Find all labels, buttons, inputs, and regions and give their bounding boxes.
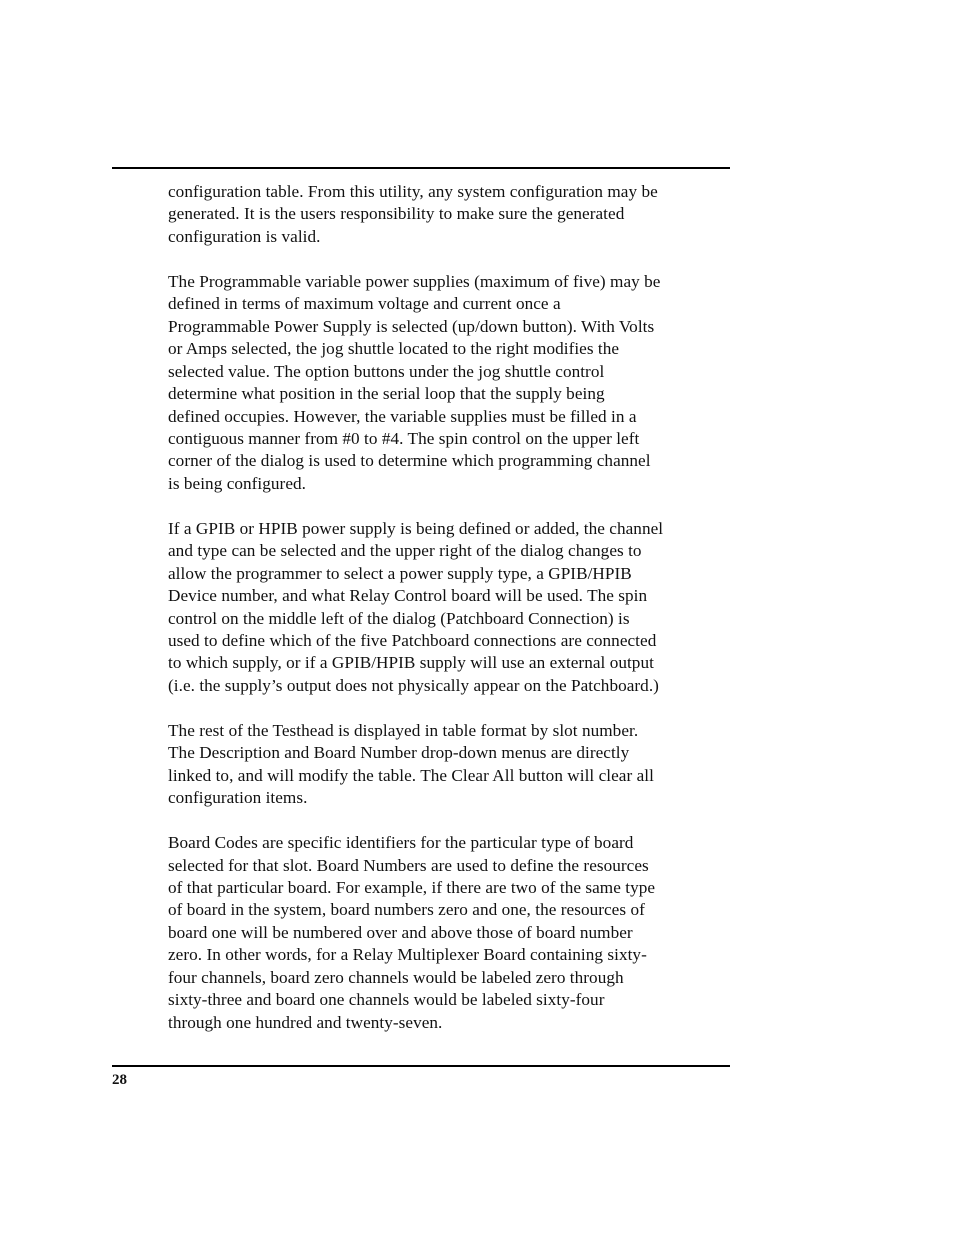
text-line: control on the middle left of the dialog (Patchboard Connection) is xyxy=(168,608,630,628)
text-line: Device number, and what Relay Control board will be used. The spin xyxy=(168,586,648,606)
paragraph xyxy=(168,832,738,1034)
paragraph xyxy=(168,720,738,810)
text-line: defined occupies. However, the variable supplies must be filled in a xyxy=(168,406,637,426)
text-line: generated. It is the users responsibility to make sure the generated xyxy=(168,204,625,224)
text-line: defined in terms of maximum voltage and current once a xyxy=(168,294,561,314)
text-line: configuration is valid. xyxy=(168,226,321,246)
text-line: of that particular board. For example, if there are two of the same type xyxy=(168,877,656,897)
text-line: of board in the system, board numbers zero and one, the resources of xyxy=(168,900,645,920)
text-line: sixty-three and board one channels would be labeled sixty-four xyxy=(168,990,605,1010)
text-line: or Amps selected, the jog shuttle located to the right modifies the xyxy=(168,339,620,359)
text-line: selected value. The option buttons under the jog shuttle control xyxy=(168,361,605,381)
text-line: The rest of the Testhead is displayed in table format by slot number. xyxy=(168,720,639,740)
text-line: Programmable Power Supply is selected (up/down button). With Volts xyxy=(168,316,655,336)
text-line: Board Codes are specific identifiers for the particular type of board xyxy=(168,833,634,853)
paragraph xyxy=(168,181,738,248)
text-line: determine what position in the serial loop that the supply being xyxy=(168,384,605,404)
text-line: selected for that slot. Board Numbers are used to define the resources xyxy=(168,855,649,875)
page-number: 28 xyxy=(112,1072,127,1088)
text-line: contiguous manner from #0 to #4. The spin control on the upper left xyxy=(168,428,640,448)
text-line: The Description and Board Number drop-down menus are directly xyxy=(168,743,630,763)
text-line: zero. In other words, for a Relay Multiplexer Board containing sixty- xyxy=(168,945,647,965)
text-line: If a GPIB or HPIB power supply is being defined or added, the channel xyxy=(168,518,664,538)
text-line: is being configured. xyxy=(168,473,306,493)
paragraph xyxy=(168,271,738,496)
body-text xyxy=(168,181,738,1034)
text-line: configuration items. xyxy=(168,788,308,808)
text-line: allow the programmer to select a power supply type, a GPIB/HPIB xyxy=(168,563,632,583)
text-line: corner of the dialog is used to determine which programming channel xyxy=(168,451,651,471)
paragraph xyxy=(168,518,738,698)
text-line: through one hundred and twenty-seven. xyxy=(168,1012,443,1032)
header-rule xyxy=(112,167,730,169)
text-line: used to define which of the five Patchboard connections are connected xyxy=(168,631,657,651)
text-line: linked to, and will modify the table. The Clear All button will clear all xyxy=(168,765,654,785)
text-line: to which supply, or if a GPIB/HPIB supply will use an external output xyxy=(168,653,654,673)
text-line: The Programmable variable power supplies (maximum of five) may be xyxy=(168,271,661,291)
text-line: four channels, board zero channels would be labeled zero through xyxy=(168,967,624,987)
text-line: (i.e. the supply’s output does not physically appear on the Patchboard.) xyxy=(168,675,659,695)
text-line: and type can be selected and the upper right of the dialog changes to xyxy=(168,541,642,561)
text-line: board one will be numbered over and above those of board number xyxy=(168,922,633,942)
text-line: configuration table. From this utility, any system configuration may be xyxy=(168,182,658,201)
footer-rule xyxy=(112,1065,730,1067)
